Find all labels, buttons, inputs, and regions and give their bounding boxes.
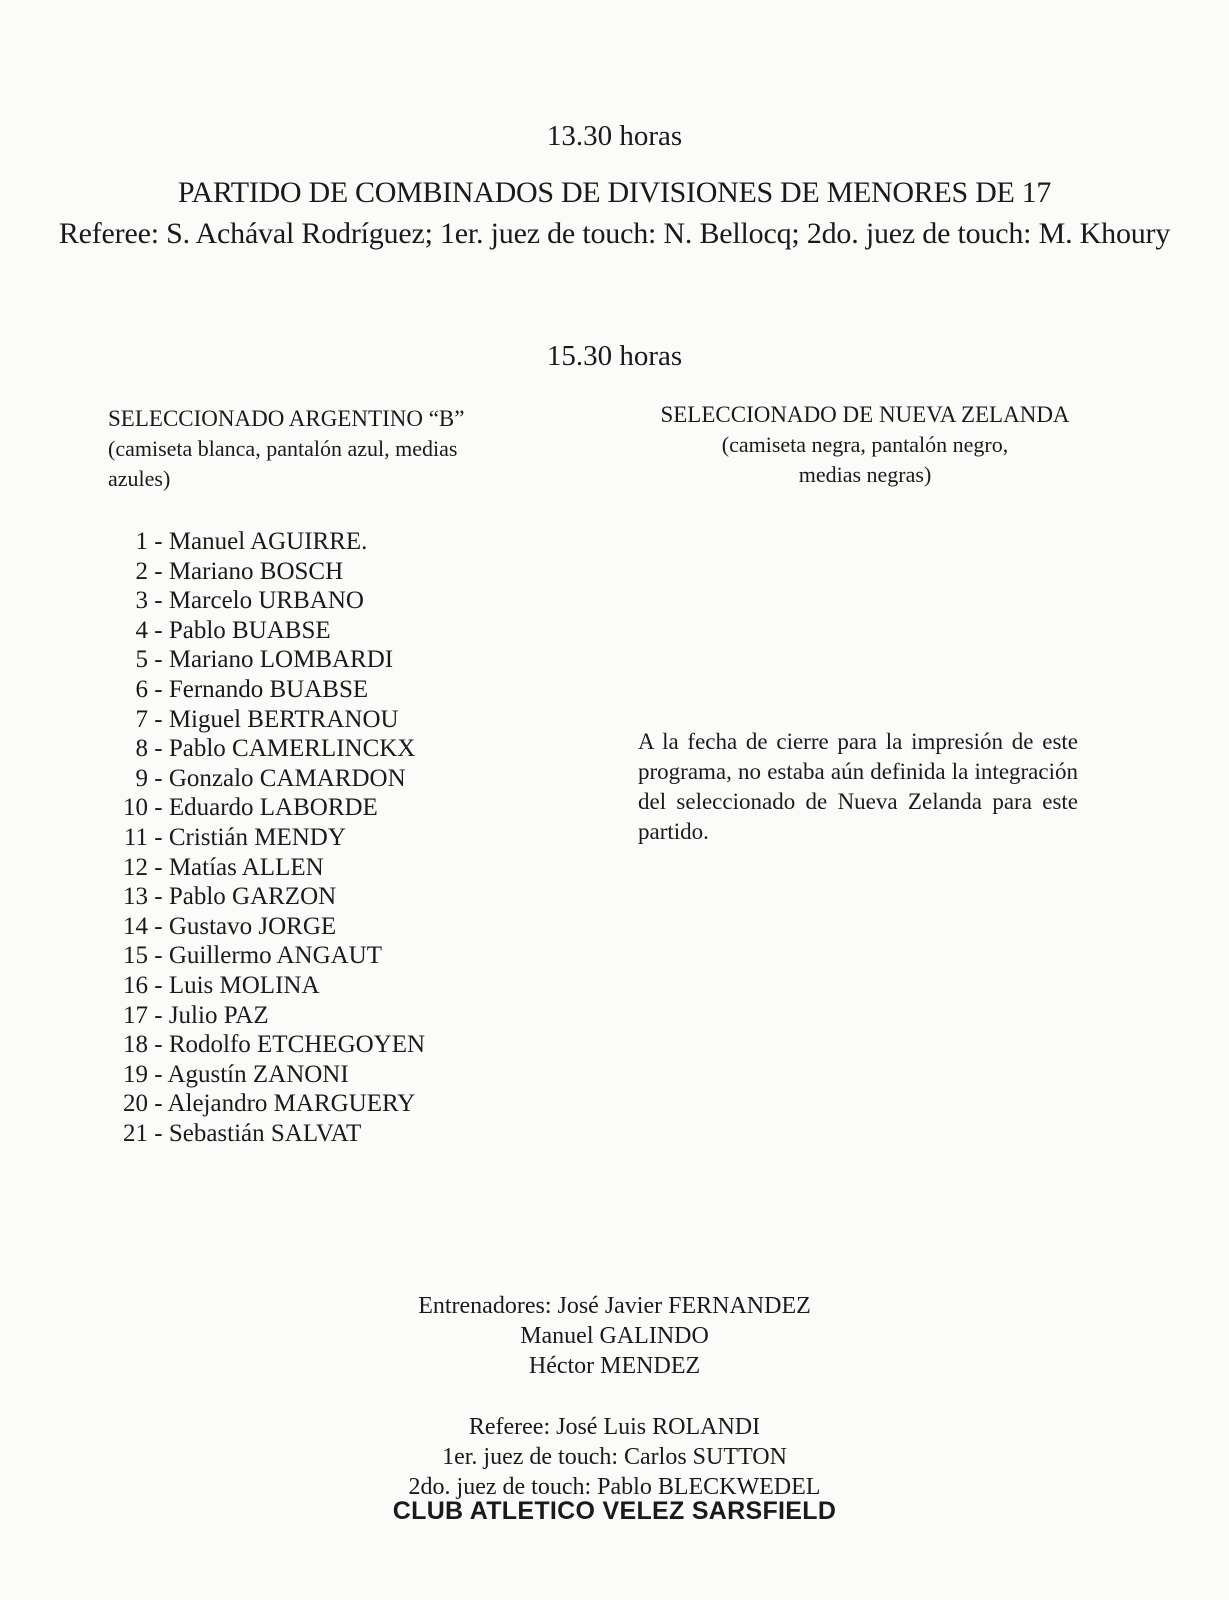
roster-number: 12 xyxy=(123,853,148,881)
roster-separator: - xyxy=(148,883,169,911)
roster-number: 8 xyxy=(135,735,148,763)
team-a-kit-line1: (camiseta blanca, pantalón azul, medias xyxy=(108,436,458,461)
roster-player-name: Luis MOLINA xyxy=(168,971,320,999)
roster-item xyxy=(108,1001,528,1031)
roster-item xyxy=(108,882,528,912)
match1-time: 13.30 horas xyxy=(546,120,683,152)
roster-separator: - xyxy=(148,823,169,851)
roster-player-name: Pablo BUABSE xyxy=(168,616,331,644)
roster-item xyxy=(108,557,528,587)
coaches-line2: Manuel GALINDO xyxy=(520,1323,709,1349)
roster-player-name: Cristián MENDY xyxy=(168,823,346,851)
team-b-header xyxy=(610,400,1120,490)
roster-item xyxy=(108,1089,528,1119)
roster-separator: - xyxy=(148,853,169,881)
roster-number: 3 xyxy=(135,587,148,615)
roster-separator: - xyxy=(148,616,169,644)
coaches-block xyxy=(0,1291,1229,1381)
roster-separator: - xyxy=(148,705,169,733)
roster-separator: - xyxy=(148,1119,169,1147)
roster-number: 4 xyxy=(135,616,148,644)
team-b-kit-line1: (camiseta negra, pantalón negro, xyxy=(721,432,1009,457)
roster-player-name: Alejandro MARGUERY xyxy=(167,1090,416,1118)
roster-number: 17 xyxy=(123,1001,148,1029)
match2-officials xyxy=(0,1412,1229,1502)
roster-separator: - xyxy=(148,735,169,763)
roster-separator: - xyxy=(148,912,169,940)
roster-separator: - xyxy=(148,528,169,555)
roster-player-name: Matías ALLEN xyxy=(168,853,324,881)
team-a-header xyxy=(108,404,548,494)
coaches-line3: Héctor MENDEZ xyxy=(528,1353,701,1379)
roster-item xyxy=(108,734,528,764)
roster-separator: - xyxy=(148,587,169,615)
roster-player-name: Guillermo ANGAUT xyxy=(168,942,382,970)
match2-touch1: 1er. juez de touch: Carlos SUTTON xyxy=(442,1444,787,1470)
roster-number: 1 xyxy=(135,528,148,555)
roster-player-name: Sebastián SALVAT xyxy=(168,1119,362,1147)
roster-item xyxy=(108,1030,528,1060)
roster-number: 15 xyxy=(123,942,148,970)
team-a-roster xyxy=(108,527,528,1148)
venue-club: CLUB ATLETICO VELEZ SARSFIELD xyxy=(392,1497,837,1525)
roster-player-name: Mariano LOMBARDI xyxy=(168,646,394,674)
roster-item xyxy=(108,971,528,1001)
roster-separator: - xyxy=(148,794,169,822)
roster-number: 10 xyxy=(123,794,148,822)
roster-item xyxy=(108,764,528,794)
roster-item xyxy=(108,616,528,646)
team-b-note: A la fecha de cierre para la impresión de este programa, no estaba aún definida la integración del seleccionado de Nueva Zelanda para este partido. xyxy=(638,729,1078,844)
roster-player-name: Gustavo JORGE xyxy=(168,912,337,940)
roster-number: 16 xyxy=(123,971,148,999)
roster-separator: - xyxy=(148,764,169,792)
team-b-name: SELECCIONADO DE NUEVA ZELANDA xyxy=(660,402,1070,427)
roster-separator: - xyxy=(148,1001,169,1029)
roster-item xyxy=(108,1119,528,1149)
roster-item xyxy=(108,853,528,883)
roster-item xyxy=(108,586,528,616)
roster-separator: - xyxy=(148,557,169,585)
roster-number: 2 xyxy=(135,557,148,585)
roster-number: 5 xyxy=(135,646,148,674)
roster-number: 19 xyxy=(123,1060,148,1088)
roster-item xyxy=(108,1060,528,1090)
roster-number: 11 xyxy=(123,823,148,851)
match2-time: 15.30 horas xyxy=(546,340,683,372)
team-b-kit-line2: medias negras) xyxy=(798,462,932,487)
roster-item xyxy=(108,527,528,557)
match2-touch2: 2do. juez de touch: Pablo BLECKWEDEL xyxy=(408,1474,821,1500)
roster-player-name: Marcelo URBANO xyxy=(168,587,364,615)
roster-item xyxy=(108,941,528,971)
roster-number: 9 xyxy=(135,764,148,792)
team-a-name: SELECCIONADO ARGENTINO “B” xyxy=(108,406,465,431)
roster-separator: - xyxy=(148,971,169,999)
roster-player-name: Pablo GARZON xyxy=(168,883,337,911)
roster-number: 13 xyxy=(123,883,148,911)
roster-number: 20 xyxy=(123,1090,148,1118)
roster-number: 14 xyxy=(123,912,148,940)
coaches-line1: Entrenadores: José Javier FERNANDEZ xyxy=(418,1293,811,1319)
roster-separator: - xyxy=(148,942,169,970)
roster-player-name: Agustín ZANONI xyxy=(167,1060,349,1088)
roster-player-name: Miguel BERTRANOU xyxy=(168,705,399,733)
roster-player-name: Gonzalo CAMARDON xyxy=(168,764,406,792)
roster-player-name: Mariano BOSCH xyxy=(168,557,344,585)
roster-item xyxy=(108,675,528,705)
roster-player-name: Fernando BUABSE xyxy=(168,675,369,703)
match1-officials: Referee: S. Achával Rodríguez; 1er. juez de touch: N. Bellocq; 2do. juez de touch: M. Khoury xyxy=(58,217,1171,250)
roster-separator: - xyxy=(148,1060,168,1088)
roster-player-name: Manuel AGUIRRE. xyxy=(168,528,368,555)
match2-referee: Referee: José Luis ROLANDI xyxy=(468,1414,761,1440)
roster-player-name: Julio PAZ xyxy=(168,1001,269,1029)
roster-item xyxy=(108,705,528,735)
roster-separator: - xyxy=(148,646,169,674)
roster-number: 21 xyxy=(123,1119,148,1147)
roster-player-name: Pablo CAMERLINCKX xyxy=(168,735,416,763)
roster-number: 7 xyxy=(135,705,148,733)
roster-separator: - xyxy=(148,1090,168,1118)
match1-title: PARTIDO DE COMBINADOS DE DIVISIONES DE MENORES DE 17 xyxy=(177,176,1052,209)
roster-number: 18 xyxy=(123,1031,148,1059)
roster-item xyxy=(108,793,528,823)
roster-player-name: Eduardo LABORDE xyxy=(168,794,378,822)
roster-player-name: Rodolfo ETCHEGOYEN xyxy=(168,1031,426,1059)
roster-separator: - xyxy=(148,1031,169,1059)
roster-number: 6 xyxy=(135,675,148,703)
team-a-kit-line2: azules) xyxy=(108,466,171,491)
roster-item xyxy=(108,645,528,675)
roster-item xyxy=(108,823,528,853)
roster-separator: - xyxy=(148,675,169,703)
roster-item xyxy=(108,912,528,942)
